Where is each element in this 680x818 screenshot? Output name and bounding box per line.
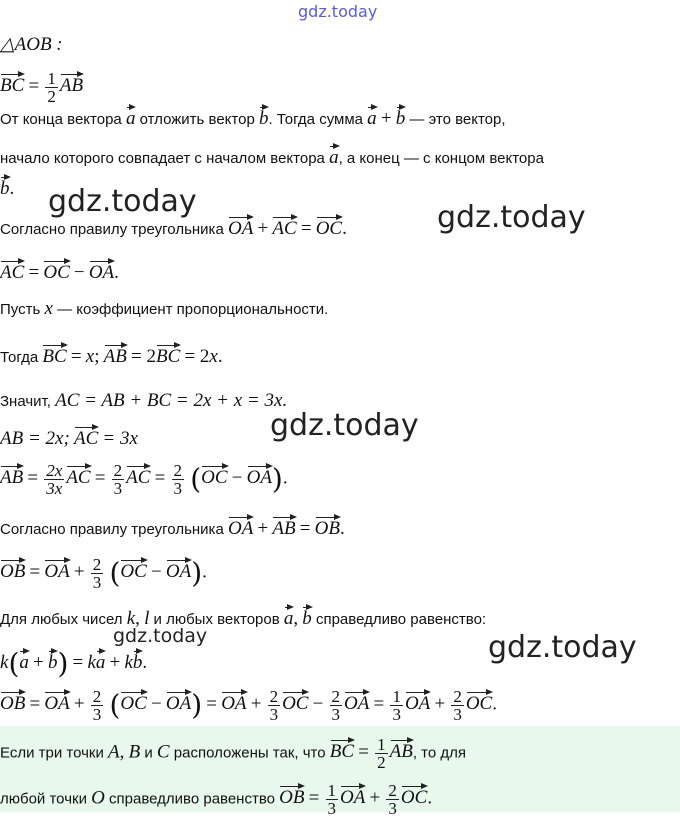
watermark-top: gdz.today <box>298 2 378 21</box>
vector-sum-text: От конца вектора a отложить вектор b. Тогда сумма a + b — это вектор, <box>0 104 506 131</box>
distributive-law: k(a + b) = ka + kb. <box>0 647 148 681</box>
ob-expression: OB = OA + $\frac{2}{3}$ (OC − OA). <box>0 555 207 592</box>
watermark: gdz.today <box>48 184 197 219</box>
ob-full-expression: OB = OA + $\frac{2}{3}$ (OC − OA) = OA + $\frac{2}{3}$ OC − $\frac{2}{3}$ OA = $\frac{1}{3}$ OA + $\frac{2}{3}$ OC. <box>0 687 497 724</box>
watermark: gdz.today <box>488 630 637 665</box>
bc-equals-half-ab: BC = $\frac{1}{2}$ AB <box>0 69 84 106</box>
conclusion-line-2: любой точки O справедливо равенство OB = $\frac{1}{3}$ OA + $\frac{2}{3}$ OC. <box>0 781 433 818</box>
vector-sum-text-2: начало которого совпадает с началом вектора a, а конец — с концом вектора <box>0 143 544 170</box>
watermark: gdz.today <box>270 408 419 443</box>
ab-fraction: AB = $\frac{2x}{3x}$ AC = $\frac{2}{3}$ AC = $\frac{2}{3}$ (OC − OA). <box>0 461 288 498</box>
watermark: gdz.today <box>113 625 208 647</box>
so-ac: Значит, AC = AB + BC = 2x + x = 3x. <box>0 390 288 411</box>
conclusion-line-1: Если три точки A, B и C расположены так, что BC = $\frac{1}{2}$ AB, то для <box>0 735 467 772</box>
triangle-label: △AOB : <box>0 34 63 55</box>
then-bc-ab: Тогда BC = x; AB = 2BC = 2x. <box>0 342 223 369</box>
distributive-text: Для любых чисел k, l и любых векторов a, b справедливо равенство: <box>0 604 486 631</box>
ab-ac-values: AB = 2x; AC = 3x <box>0 424 138 451</box>
watermark: gdz.today <box>437 200 586 235</box>
triangle-rule-2: Согласно правилу треугольника OA + AB = OB. <box>0 514 345 541</box>
triangle-rule-1: Согласно правилу треугольника OA + AC = OC. <box>0 214 347 241</box>
vector-b-end: b. <box>0 174 14 201</box>
ac-expression: AC = OC − OA. <box>0 258 119 285</box>
let-x: Пусть x — коэффициент пропорциональности. <box>0 298 329 319</box>
